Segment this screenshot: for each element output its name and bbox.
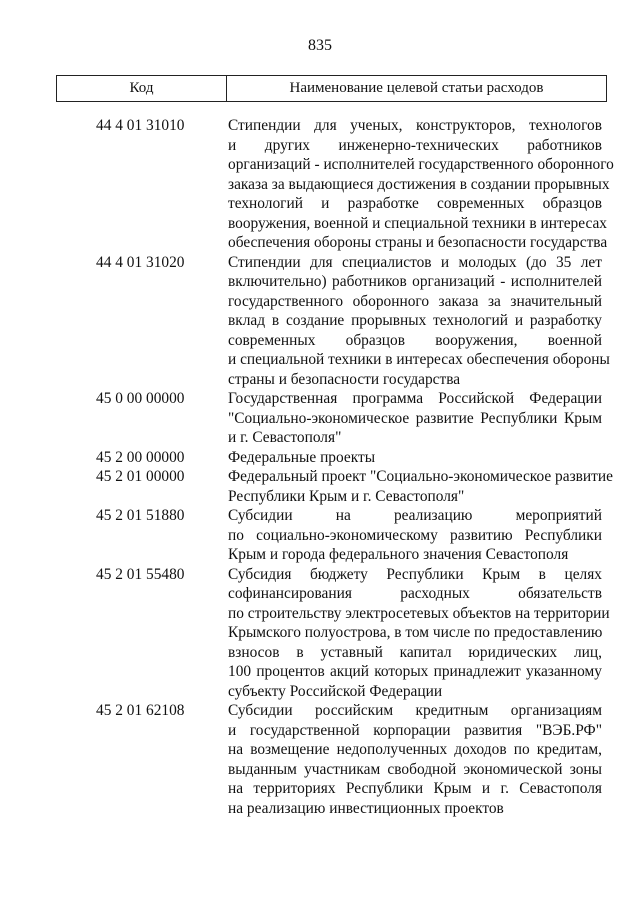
name-line: вклад в создание прорывных технологий и разработку [228,312,602,329]
target-item-code: 45 2 01 51880 [96,507,185,524]
name-line: Республики Крым и г. Севастополя" [228,487,465,505]
name-line: по строительству электросетевых объектов на территории [228,604,610,622]
code-column-header: Код [57,76,227,101]
name-line: государственного оборонного заказа за значительный [228,292,602,310]
target-item-code: 45 2 01 00000 [96,468,185,485]
table-row [0,116,640,253]
name-line: субъекту Российской Федерации [228,682,443,700]
table-row [0,253,640,390]
target-item-name [228,448,602,468]
table-row [0,506,640,565]
budget-items-list [0,116,640,818]
target-item-name [228,565,610,702]
name-line: на возмещение недополученных доходов по кредитам, [228,741,602,758]
name-line: вооружения, военной и специальной техники в интересах [228,214,607,232]
name-line: Субсидии на реализацию мероприятий [228,507,602,524]
name-line: и других инженерно-технических работников [228,136,602,154]
name-line: заказа за выдающиеся достижения в создании прорывных [228,175,610,193]
table-row [0,389,640,448]
name-line: выданным участникам свободной экономической зоны [228,760,602,778]
name-line: Крымского полуострова, в том числе по предоставлению [228,624,603,641]
name-line: "Социально-экономическое развитие Республики Крым [228,409,602,427]
target-item-code: 44 4 01 31010 [96,117,185,134]
name-line: взносов в уставный капитал юридических лиц, [228,643,602,661]
name-line: организаций - исполнителей государственного оборонного [228,156,614,173]
target-item-name [228,467,613,506]
name-column-header: Наименование целевой статьи расходов [289,80,544,96]
name-line: софинансирования расходных обязательств [228,585,602,602]
name-line: и г. Севастополя" [228,429,342,446]
name-line: Стипендии для специалистов и молодых (до 35 лет [228,253,602,271]
name-line: включительно) работников организаций - исполнителей [228,273,602,290]
target-item-name [228,506,602,565]
name-line: по социально-экономическому развитию Республики [228,526,602,544]
target-item-code: 45 0 00 00000 [96,390,185,407]
table-row [0,565,640,702]
name-line: технологий и разработке современных образцов [228,195,602,212]
name-line: Крым и города федерального значения Севастополя [228,546,569,563]
table-row [0,467,640,506]
table-row [0,448,640,468]
name-line: и государственной корпорации развития "ВЭБ.РФ" [228,721,602,739]
target-item-code: 45 2 01 62108 [96,702,185,719]
name-line: 100 процентов акций которых принадлежит указанному [228,663,602,680]
name-line: Субсидия бюджету Республики Крым в целях [228,565,602,583]
name-line: на территориях Республики Крым и г. Севастополя [228,780,602,797]
name-line: обеспечения обороны страны и безопасности государства [228,234,608,251]
target-item-name [228,389,602,448]
name-line: страны и безопасности государства [228,370,461,388]
name-line: Государственная программа Российской Федерации [228,390,602,407]
name-line: на реализацию инвестиционных проектов [228,799,504,817]
target-item-code: 45 2 01 55480 [96,565,185,583]
table-row [0,701,640,818]
target-item-name [228,253,610,390]
target-item-code: 44 4 01 31020 [96,253,185,271]
target-item-name [228,701,602,818]
name-line: и специальной техники в интересах обеспечения обороны [228,351,610,368]
name-line: Стипендии для ученых, конструкторов, технологов [228,117,602,134]
target-item-name [228,116,614,253]
name-line: современных образцов вооружения, военной [228,331,602,349]
target-item-code: 45 2 00 00000 [96,448,185,466]
name-line: Субсидии российским кредитным организациям [228,702,602,719]
name-line: Федеральные проекты [228,448,376,466]
name-line: Федеральный проект "Социально-экономическое развитие [228,468,613,485]
table-header [56,75,607,102]
page-number: 835 [308,37,332,54]
